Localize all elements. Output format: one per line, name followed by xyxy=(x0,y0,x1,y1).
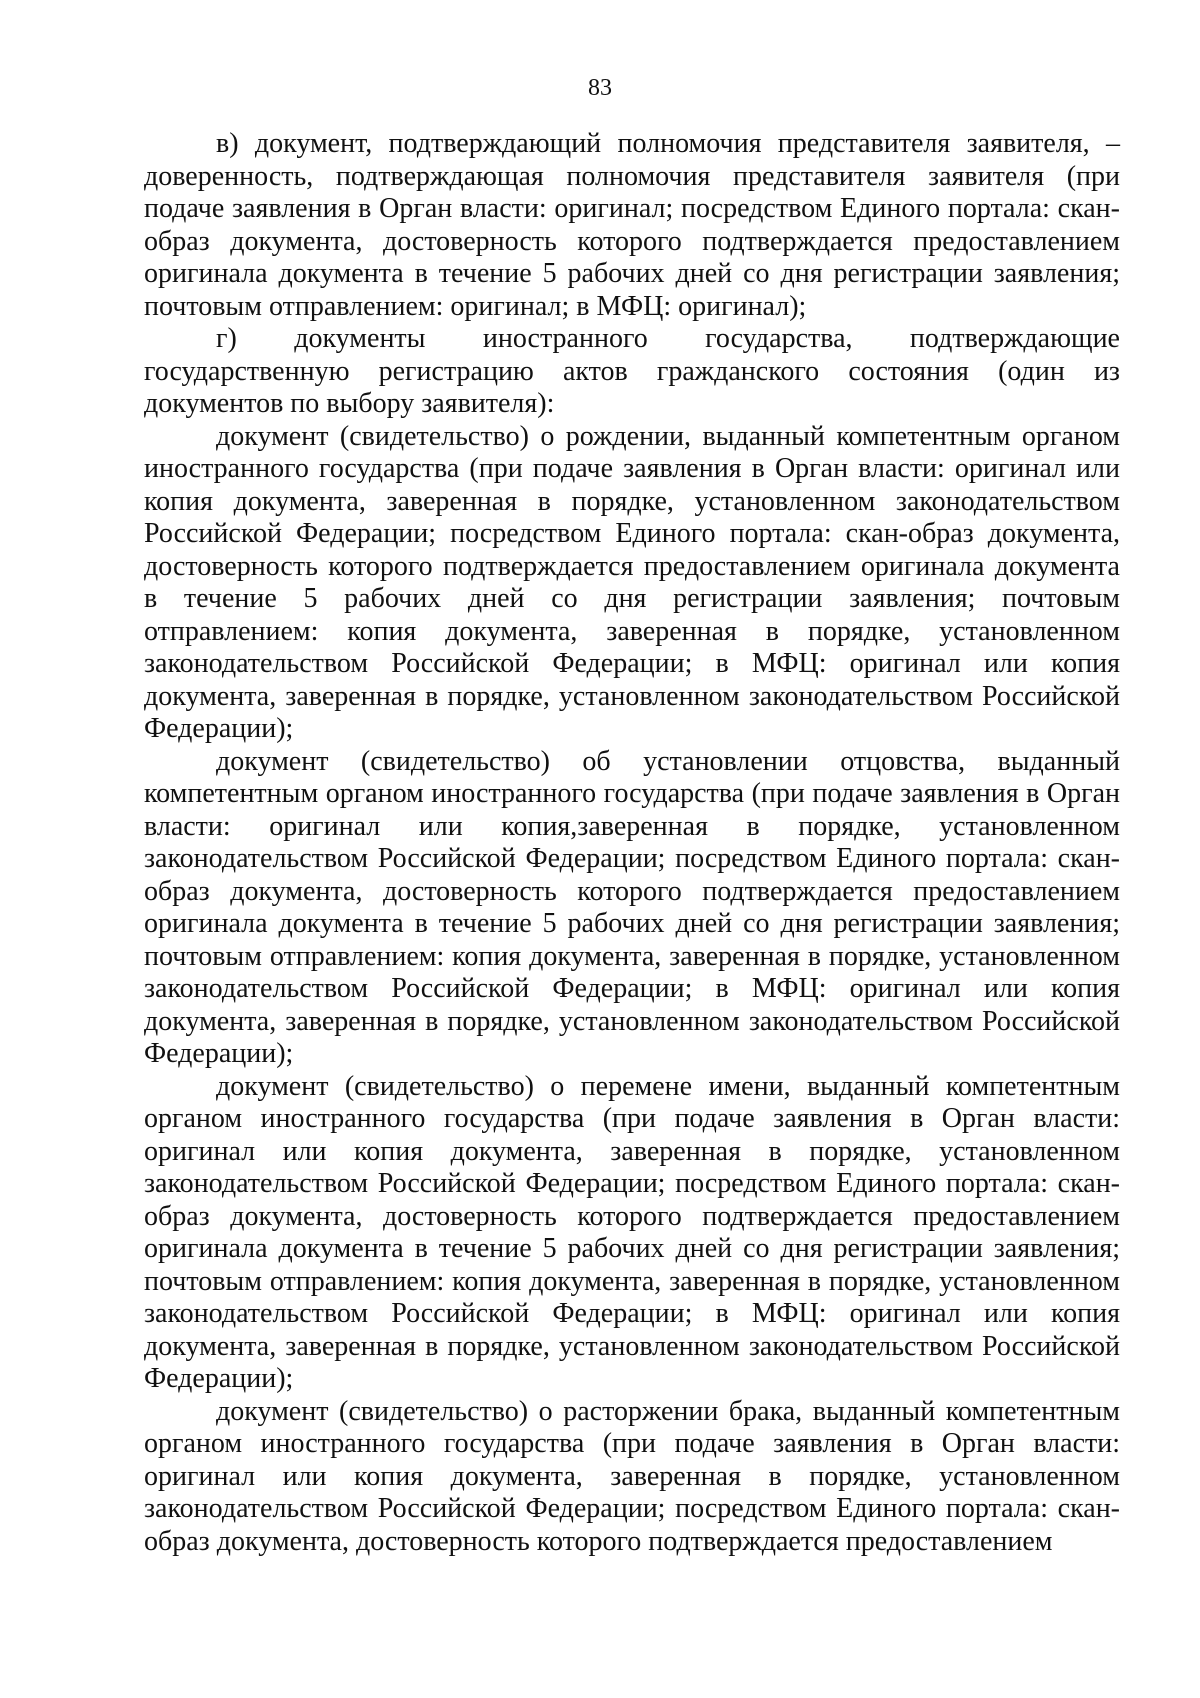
paragraph-representative-authority: в) документ, подтверждающий полномочия представителя заявителя, – доверенность, подтверждающая полномочия представителя заявителя (при подаче заявления в Орган власти: оригинал; посредством Единого портала: скан-образ документа, достоверность которого подтверждается предоставлением оригинала документа в течение 5 рабочих дней со дня регистрации заявления; почтовым отправлением: оригинал; в МФЦ: оригинал); xyxy=(144,128,1120,322)
page-number: 83 xyxy=(588,75,612,101)
paragraph-foreign-documents: г) документы иностранного государства, подтверждающие государственную регистрацию актов гражданского состояния (один из документов по выбору заявителя): xyxy=(144,323,1120,419)
paragraph-divorce-certificate: документ (свидетельство) о расторжении брака, выданный компетентным органом иностранного государства (при подаче заявления в Орган власти: оригинал или копия документа, заверенная в порядке, установленном законодательством Российской Федерации; посредством Единого портала: скан-образ документа, достоверность которого подтверждается предоставлением xyxy=(144,1395,1120,1557)
paragraph-paternity-certificate: документ (свидетельство) об установлении отцовства, выданный компетентным органом иностранного государства (при подаче заявления в Орган власти: оригинал или копия,заверенная в порядке, установленном законодательством Российской Федерации; посредством Единого портала: скан-образ документа, достоверность которого подтверждается предоставлением оригинала документа в течение 5 рабочих дней со дня регистрации заявления; почтовым отправлением: копия документа, заверенная в порядке, установленном законодательством Российской Федерации; в МФЦ: оригинал или копия документа, заверенная в порядке, установленном законодательством Российской Федерации); xyxy=(144,745,1120,1069)
paragraph-birth-certificate: документ (свидетельство) о рождении, выданный компетентным органом иностранного государства (при подаче заявления в Орган власти: оригинал или копия документа, заверенная в порядке, установленном законодательством Российской Федерации; посредством Единого портала: скан-образ документа, достоверность которого подтверждается предоставлением оригинала документа в течение 5 рабочих дней со дня регистрации заявления; почтовым отправлением: копия документа, заверенная в порядке, установленном законодательством Российской Федерации; в МФЦ: оригинал или копия документа, заверенная в порядке, установленном законодательством Российской Федерации); xyxy=(144,420,1120,744)
document-body xyxy=(144,128,1120,1558)
paragraph-name-change-certificate: документ (свидетельство) о перемене имени, выданный компетентным органом иностранного государства (при подаче заявления в Орган власти: оригинал или копия документа, заверенная в порядке, установленном законодательством Российской Федерации; посредством Единого портала: скан-образ документа, достоверность которого подтверждается предоставлением оригинала документа в течение 5 рабочих дней со дня регистрации заявления; почтовым отправлением: копия документа, заверенная в порядке, установленном законодательством Российской Федерации; в МФЦ: оригинал или копия документа, заверенная в порядке, установленном законодательством Российской Федерации); xyxy=(144,1070,1120,1394)
